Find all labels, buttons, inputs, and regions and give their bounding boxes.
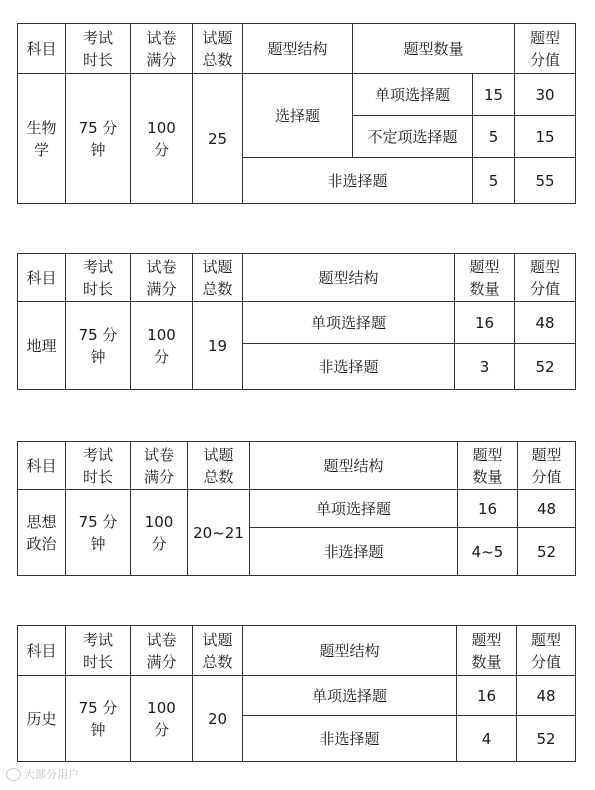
question-score-cell: 48 bbox=[517, 676, 576, 716]
question-count-cell: 5 bbox=[473, 158, 515, 204]
duration-cell: 75 分 钟 bbox=[66, 74, 131, 204]
header-full-score: 试卷 满分 bbox=[131, 626, 193, 676]
politics-exam-table bbox=[17, 441, 576, 576]
header-subject: 科目 bbox=[18, 442, 66, 490]
question-score-cell: 48 bbox=[515, 302, 576, 344]
question-type-cell: 非选择题 bbox=[243, 344, 455, 390]
duration-cell: 75 分 钟 bbox=[66, 302, 131, 390]
question-score-cell: 15 bbox=[515, 116, 576, 158]
table-row bbox=[18, 302, 576, 344]
question-count-cell: 16 bbox=[458, 490, 518, 528]
total-questions-cell: 20 bbox=[193, 676, 243, 762]
header-total-questions: 试题 总数 bbox=[188, 442, 250, 490]
header-value: 题型 分值 bbox=[515, 254, 576, 302]
header-row bbox=[18, 626, 576, 676]
duration-cell: 75 分 钟 bbox=[66, 490, 131, 576]
header-value: 题型 分值 bbox=[518, 442, 576, 490]
header-full-score: 试卷 满分 bbox=[131, 442, 188, 490]
question-type-cell: 非选择题 bbox=[243, 158, 473, 204]
table-row bbox=[18, 490, 576, 528]
header-subject: 科目 bbox=[18, 626, 66, 676]
biology-exam-table bbox=[17, 23, 576, 204]
question-type-cell: 单项选择题 bbox=[243, 676, 457, 716]
header-row bbox=[18, 442, 576, 490]
header-row bbox=[18, 254, 576, 302]
question-score-cell: 48 bbox=[518, 490, 576, 528]
header-structure: 题型结构 bbox=[243, 24, 353, 74]
question-type-cell: 单项选择题 bbox=[250, 490, 458, 528]
question-score-cell: 52 bbox=[517, 716, 576, 762]
question-score-cell: 55 bbox=[515, 158, 576, 204]
question-score-cell: 30 bbox=[515, 74, 576, 116]
duration-cell: 75 分 钟 bbox=[66, 676, 131, 762]
total-questions-cell: 19 bbox=[193, 302, 243, 390]
header-total-questions: 试题 总数 bbox=[193, 24, 243, 74]
full-score-cell: 100 分 bbox=[131, 302, 193, 390]
subject-cell: 地理 bbox=[18, 302, 66, 390]
header-total-questions: 试题 总数 bbox=[193, 254, 243, 302]
question-type-cell: 单项选择题 bbox=[353, 74, 473, 116]
question-score-cell: 52 bbox=[518, 528, 576, 576]
header-subject: 科目 bbox=[18, 254, 66, 302]
header-full-score: 试卷 满分 bbox=[131, 254, 193, 302]
header-row bbox=[18, 24, 576, 74]
subject-cell: 生物 学 bbox=[18, 74, 66, 204]
full-score-cell: 100 分 bbox=[131, 74, 193, 204]
question-type-cell: 不定项选择题 bbox=[353, 116, 473, 158]
header-duration: 考试 时长 bbox=[66, 626, 131, 676]
question-count-cell: 3 bbox=[455, 344, 515, 390]
question-count-cell: 5 bbox=[473, 116, 515, 158]
header-quantity: 题型 数量 bbox=[457, 626, 517, 676]
header-quantity: 题型数量 bbox=[353, 24, 515, 74]
full-score-cell: 100 分 bbox=[131, 490, 188, 576]
question-type-cell: 非选择题 bbox=[250, 528, 458, 576]
header-structure: 题型结构 bbox=[243, 254, 455, 302]
subject-cell: 思想 政治 bbox=[18, 490, 66, 576]
geography-exam-table bbox=[17, 253, 576, 390]
total-questions-cell: 20~21 bbox=[188, 490, 250, 576]
header-duration: 考试 时长 bbox=[66, 442, 131, 490]
header-structure: 题型结构 bbox=[243, 626, 457, 676]
history-exam-table bbox=[17, 625, 576, 762]
header-full-score: 试卷 满分 bbox=[131, 24, 193, 74]
question-count-cell: 16 bbox=[457, 676, 517, 716]
watermark-text: 大部分用户 bbox=[24, 768, 79, 781]
table-row bbox=[18, 74, 576, 116]
question-type-cell: 非选择题 bbox=[243, 716, 457, 762]
watermark bbox=[6, 766, 79, 782]
header-duration: 考试 时长 bbox=[66, 254, 131, 302]
question-count-cell: 4 bbox=[457, 716, 517, 762]
header-total-questions: 试题 总数 bbox=[193, 626, 243, 676]
question-type-cell: 单项选择题 bbox=[243, 302, 455, 344]
choice-group-cell: 选择题 bbox=[243, 74, 353, 158]
header-quantity: 题型 数量 bbox=[455, 254, 515, 302]
subject-cell: 历史 bbox=[18, 676, 66, 762]
total-questions-cell: 25 bbox=[193, 74, 243, 204]
header-value: 题型 分值 bbox=[517, 626, 576, 676]
header-quantity: 题型 数量 bbox=[458, 442, 518, 490]
table-row bbox=[18, 676, 576, 716]
full-score-cell: 100 分 bbox=[131, 676, 193, 762]
question-score-cell: 52 bbox=[515, 344, 576, 390]
watermark-logo-icon bbox=[6, 768, 21, 781]
header-duration: 考试 时长 bbox=[66, 24, 131, 74]
question-count-cell: 16 bbox=[455, 302, 515, 344]
header-value: 题型 分值 bbox=[515, 24, 576, 74]
header-subject: 科目 bbox=[18, 24, 66, 74]
question-count-cell: 4~5 bbox=[458, 528, 518, 576]
question-count-cell: 15 bbox=[473, 74, 515, 116]
header-structure: 题型结构 bbox=[250, 442, 458, 490]
